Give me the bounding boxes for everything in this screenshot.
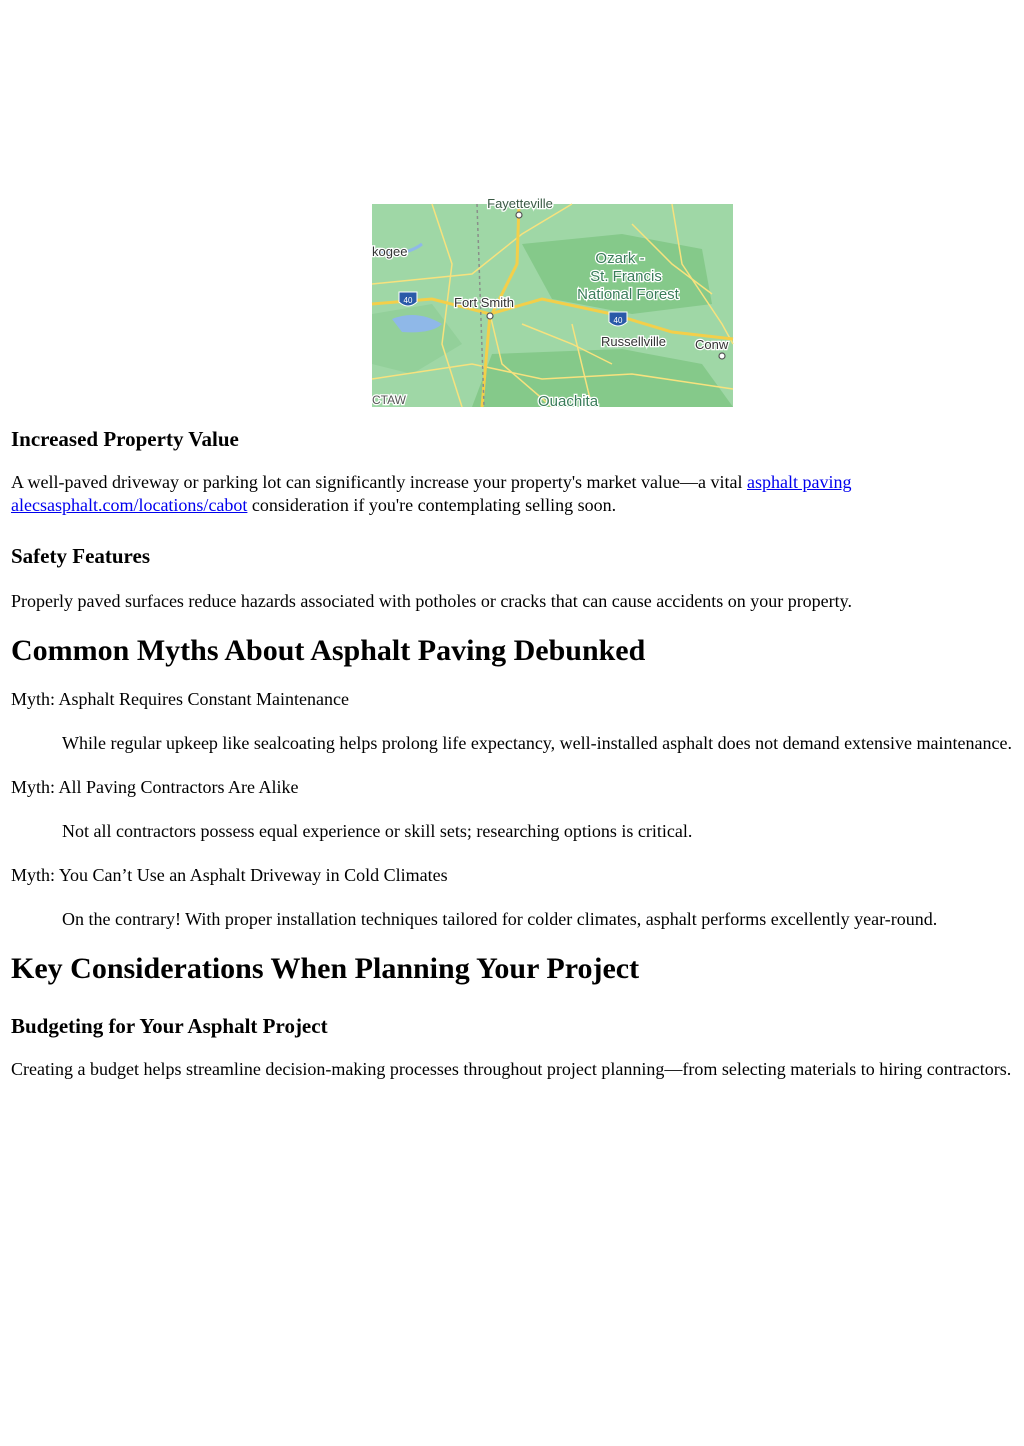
map-image (372, 196, 733, 410)
myth-description: While regular upkeep like sealcoating helps prolong life expectancy, well-installed asphalt does not demand extensive maintenance. (62, 732, 1012, 753)
property-value-paragraph (11, 471, 1014, 517)
budgeting-heading: Budgeting for Your Asphalt Project (11, 1013, 328, 1038)
svg-text:40: 40 (613, 316, 623, 325)
choctaw-label: CTAW (372, 393, 406, 407)
conway-dot (719, 353, 725, 359)
ozark-label-2: St. Francis (590, 268, 662, 285)
asphalt-paving-link[interactable]: asphalt paving (747, 472, 852, 493)
safety-features-paragraph: Properly paved surfaces reduce hazards associated with potholes or cracks that can cause accidents on your property. (11, 590, 852, 611)
svg-text:40: 40 (403, 296, 413, 305)
article-content (11, 426, 1014, 1081)
russellville-label: Russellville (601, 334, 667, 349)
ozark-label-1: Ozark - (595, 250, 645, 267)
myth-term: Myth: All Paving Contractors Are Alike (11, 776, 299, 797)
myths-list (11, 688, 1014, 931)
myth-term: Myth: You Can’t Use an Asphalt Driveway in Cold Climates (11, 864, 448, 885)
property-value-text-before: A well-paved driveway or parking lot can significantly increase your property's market value—a vital (11, 472, 747, 493)
considerations-heading: Key Considerations When Planning Your Project (11, 951, 640, 985)
conway-label: Conw (695, 337, 729, 352)
safety-features-heading: Safety Features (11, 544, 150, 569)
myth-description: Not all contractors possess equal experience or skill sets; researching options is critical. (62, 820, 693, 841)
property-value-text-after: consideration if you're contemplating selling soon. (247, 495, 617, 516)
interstate-shield-west (399, 292, 417, 306)
myths-heading: Common Myths About Asphalt Paving Debunked (11, 633, 646, 667)
property-value-heading: Increased Property Value (11, 427, 239, 451)
interstate-shield-east (609, 312, 627, 326)
myth-term: Myth: Asphalt Requires Constant Maintenance (11, 688, 349, 709)
fayetteville-dot (516, 212, 522, 218)
ozark-label-3: National Forest (577, 286, 679, 303)
budgeting-paragraph: Creating a budget helps streamline decision-making processes throughout project planning—from selecting materials to hiring contractors. (11, 1058, 1012, 1079)
muskogee-label: kogee (372, 244, 408, 259)
ouachita-label: Ouachita (538, 393, 599, 410)
map-graphic (372, 196, 733, 410)
fort-smith-dot (487, 313, 493, 319)
myth-description: On the contrary! With proper installation techniques tailored for colder climates, asphalt performs excellently year-round. (62, 908, 938, 929)
fayetteville-label: Fayetteville (487, 196, 553, 211)
alecsasphalt-cabot-link[interactable]: alecsasphalt.com/locations/cabot (11, 495, 248, 516)
fort-smith-label: Fort Smith (454, 295, 514, 310)
